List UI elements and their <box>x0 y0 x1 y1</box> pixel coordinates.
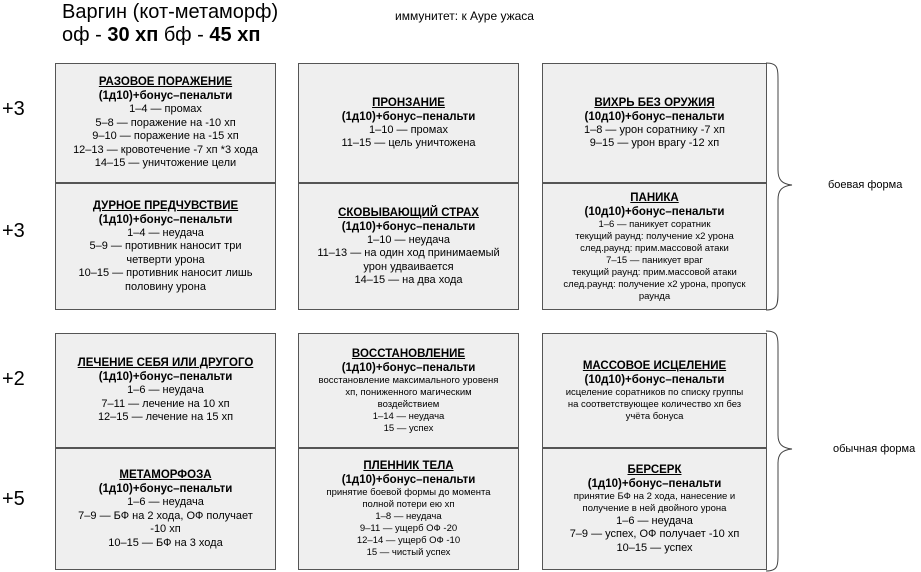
outcome-line: 12–14 — ущерб ОФ -10 <box>356 535 461 546</box>
ability-title: БЕРСЕРК <box>627 463 682 476</box>
ability-card <box>55 448 276 570</box>
outcome-line: 12–13 — кровотечение -7 хп *3 хода <box>73 143 258 156</box>
bf-label: бф - <box>158 24 210 46</box>
outcome-line: 1–14 — неудача <box>372 410 445 422</box>
outcome-line: четверти урона <box>126 253 205 266</box>
dice-formula: (1д10)+бонус–пенальти <box>341 110 476 123</box>
outcome-line: урон удваивается <box>363 260 454 273</box>
ability-card <box>298 63 519 183</box>
outcome-line: 5–9 — противник наносит три <box>89 240 242 253</box>
dice-formula: (1д10)+бонус–пенальти <box>98 371 233 384</box>
outcome-line: 14–15 — на два хода <box>354 274 463 286</box>
row-label-3: +2 <box>2 368 25 390</box>
outcome-line: получение в ней двойного урона <box>582 502 727 514</box>
outcome-line: 10–15 — БФ на 3 хода <box>108 536 223 549</box>
ability-card <box>542 448 767 570</box>
outcome-line: 9–10 — поражение на -15 хп <box>92 130 239 143</box>
row-label-1: +3 <box>2 98 25 120</box>
outcome-line: восстановление максимального уровеня <box>318 374 499 386</box>
ability-card <box>298 183 519 310</box>
outcome-line: 9–11 — ущерб ОФ -20 <box>359 523 458 534</box>
dice-formula: (10д10)+бонус–пенальти <box>584 205 725 218</box>
immunity-note: иммунитет: к Ауре ужаса <box>395 9 534 23</box>
ability-title: РАЗОВОЕ ПОРАЖЕНИЕ <box>98 76 233 89</box>
ability-card <box>298 448 519 570</box>
outcome-line: 9–15 — урон врагу -12 хп <box>589 137 720 149</box>
dice-formula: (1д10)+бонус–пенальти <box>587 477 722 490</box>
outcome-line: 1–6 — паникует соратник <box>598 218 711 230</box>
ability-title: МЕТАМОРФОЗА <box>119 469 212 481</box>
ability-card <box>542 63 767 183</box>
normal-form-label: обычная форма <box>833 443 916 455</box>
ability-card <box>55 183 276 310</box>
dice-formula: (1д10)+бонус–пенальти <box>98 483 233 495</box>
outcome-line: 10–15 — противник наносит лишь <box>78 267 253 280</box>
outcome-line: 15 — успех <box>383 422 434 434</box>
ability-title: ПАНИКА <box>630 191 679 204</box>
outcome-line: текущий раунд: получение х2 урона <box>575 230 734 242</box>
outcome-line: текущий раунд: прим.массовой атаки <box>572 266 737 278</box>
ability-title: МАССОВОЕ ИСЦЕЛЕНИЕ <box>582 359 727 372</box>
hp-summary <box>62 24 260 46</box>
outcome-line: на соответствующее количество хп без <box>567 398 742 410</box>
outcome-line: 11–15 — цель уничтожена <box>341 137 476 149</box>
ability-card <box>55 63 276 183</box>
outcome-line: половину урона <box>125 280 206 293</box>
outcome-line: след.раунд: получение х2 урона, пропуск <box>563 278 746 290</box>
ability-title: ПЛЕННИК ТЕЛА <box>363 460 454 472</box>
outcome-line: -10 хп <box>150 523 181 535</box>
outcome-line: 1–10 — неудача <box>367 233 450 246</box>
outcome-line: 7–11 — лечение на 10 хп <box>101 397 230 410</box>
outcome-line: 5–8 — поражение на -10 хп <box>95 116 236 129</box>
ability-card <box>55 333 276 448</box>
outcome-line: 11–13 — на один ход принимаемый <box>317 247 500 259</box>
normal-form-brace <box>766 330 796 572</box>
outcome-line: 15 — чистый успех <box>366 547 451 558</box>
outcome-line: 7–15 — паникует враг <box>606 254 703 266</box>
of-label: оф - <box>62 24 108 46</box>
combat-form-brace <box>766 62 796 312</box>
dice-formula: (10д10)+бонус–пенальти <box>584 373 725 386</box>
dice-formula: (1д10)+бонус–пенальти <box>341 361 476 374</box>
outcome-line: 7–9 — БФ на 2 хода, ОФ получает <box>78 509 253 522</box>
outcome-line: принятие боевой формы до момента <box>326 487 491 498</box>
outcome-line: хп, пониженного магическим <box>345 386 472 398</box>
character-name: Варгин (кот-метаморф) <box>62 1 279 23</box>
ability-title: ПРОНЗАНИЕ <box>372 96 445 109</box>
outcome-line: 12–15 — лечение на 15 хп <box>97 411 234 424</box>
outcome-line: исцеление соратников по списку группы <box>565 386 744 398</box>
outcome-line: 1–4 — неудача <box>127 226 204 239</box>
ability-title: ЛЕЧЕНИЕ СЕБЯ ИЛИ ДРУГОГО <box>77 357 254 370</box>
outcome-line: учёта бонуса <box>625 410 684 422</box>
outcome-line: 1–6 — неудача <box>127 384 204 397</box>
outcome-line: 1–4 — промах <box>129 103 202 116</box>
dice-formula: (1д10)+бонус–пенальти <box>341 474 476 486</box>
outcome-line: 1–6 — неудача <box>616 514 693 527</box>
combat-form-label: боевая форма <box>828 179 903 191</box>
outcome-line: 14–15 — уничтожение цели <box>94 157 237 170</box>
ability-card <box>542 333 767 448</box>
of-hp-value: 30 хп <box>107 24 159 46</box>
dice-formula: (1д10)+бонус–пенальти <box>98 90 233 103</box>
outcome-line: полной потери ею хп <box>362 499 455 510</box>
ability-card <box>298 333 519 448</box>
outcome-line: 7–9 — успех, ОФ получает -10 хп <box>569 528 740 541</box>
outcome-line: след.раунд: прим.массовой атаки <box>580 242 729 254</box>
row-label-4: +5 <box>2 488 25 510</box>
outcome-line: раунда <box>638 290 671 302</box>
outcome-line: принятие БФ на 2 хода, нанесение и <box>573 490 736 502</box>
outcome-line: 10–15 — успех <box>616 541 693 554</box>
outcome-line: 1–6 — неудача <box>127 496 204 508</box>
ability-title: ВИХРЬ БЕЗ ОРУЖИЯ <box>594 96 715 109</box>
row-label-2: +3 <box>2 220 25 242</box>
ability-title: ДУРНОЕ ПРЕДЧУВСТВИЕ <box>92 199 239 212</box>
outcome-line: 1–10 — промах <box>369 123 448 136</box>
dice-formula: (10д10)+бонус–пенальти <box>584 110 725 123</box>
ability-title: ВОССТАНОВЛЕНИЕ <box>351 347 466 360</box>
ability-title: СКОВЫВАЮЩИЙ СТРАХ <box>338 206 479 219</box>
ability-card <box>542 183 767 310</box>
bf-hp-value: 45 хп <box>209 24 261 46</box>
outcome-line: 1–8 — урон соратнику -7 хп <box>584 123 725 136</box>
dice-formula: (1д10)+бонус–пенальти <box>341 220 476 233</box>
outcome-line: воздействием <box>377 398 440 410</box>
outcome-line: 1–8 — неудача <box>375 511 442 522</box>
dice-formula: (1д10)+бонус–пенальти <box>98 213 233 226</box>
